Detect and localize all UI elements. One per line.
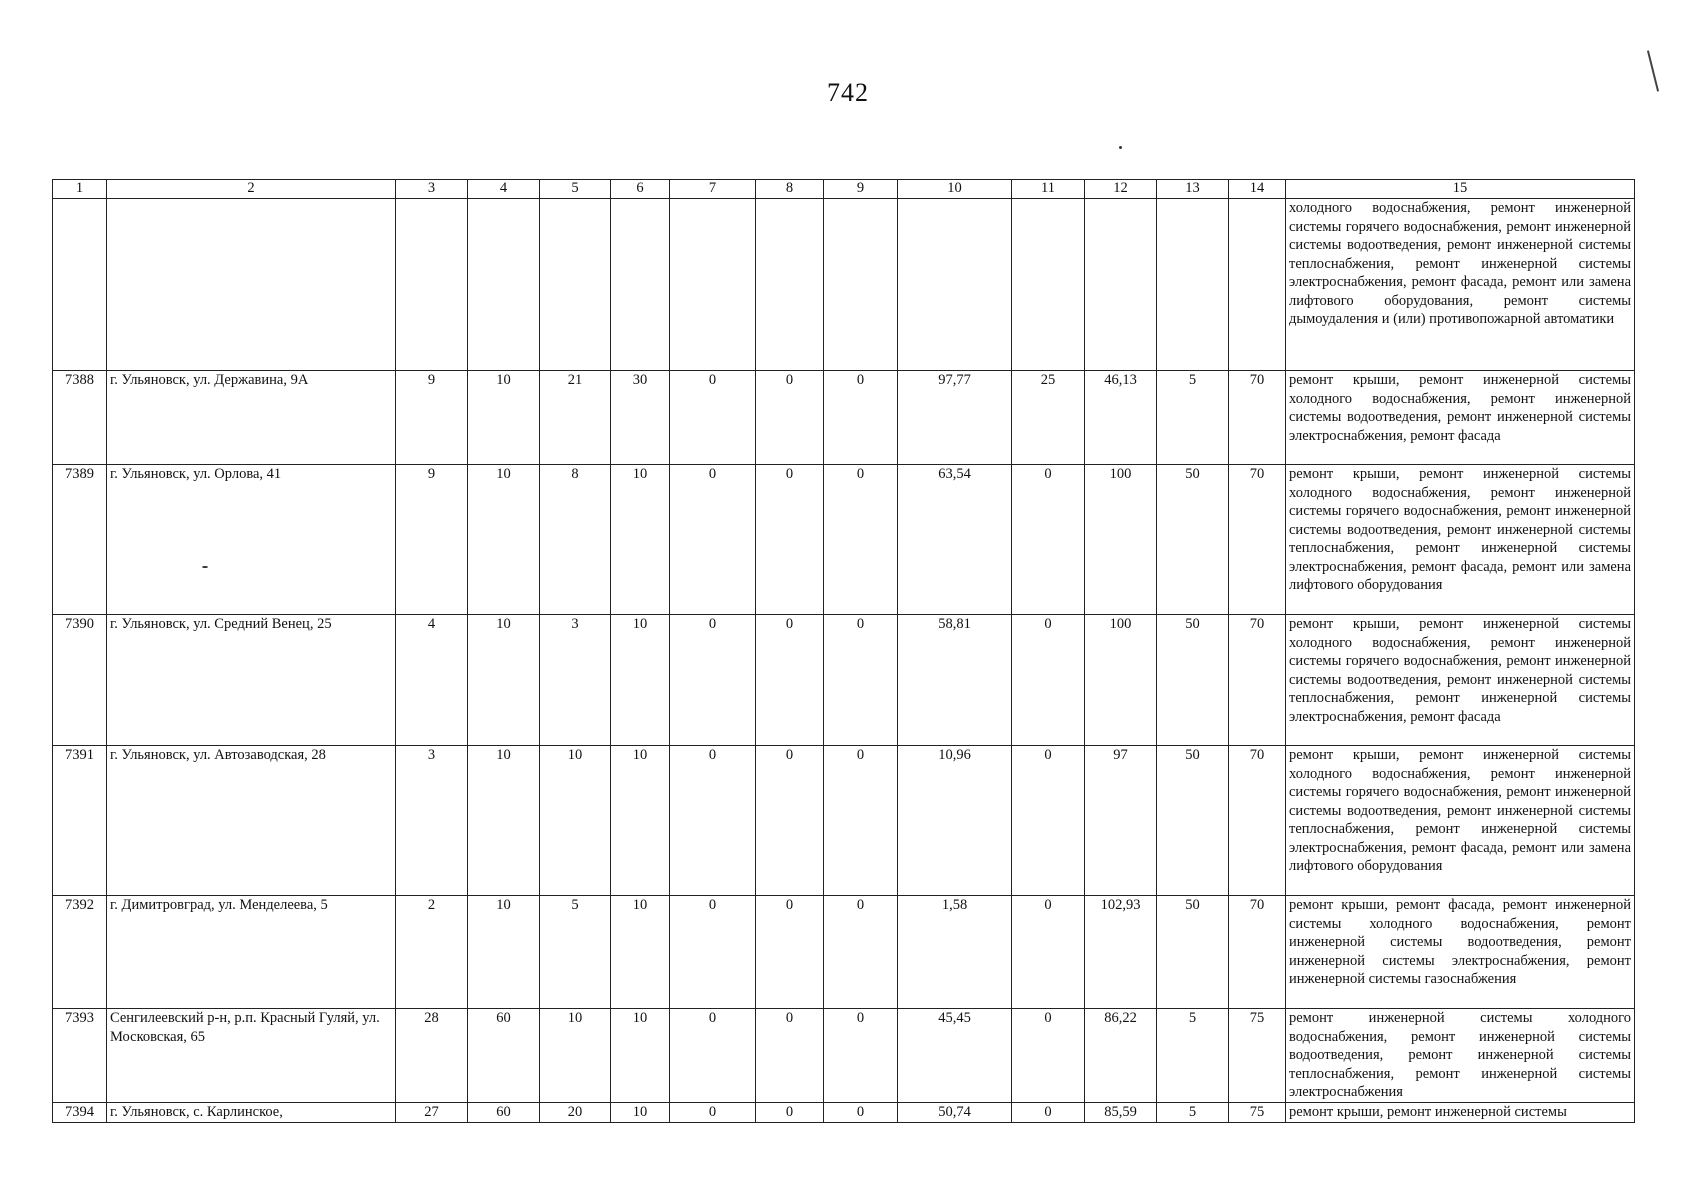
work-types-cell: ремонт крыши, ремонт инженерной системы холодного водоснабжения, ремонт инженерной системы водоотведения, ремонт инженерной системы электроснабжения, ремонт фасада (1286, 371, 1635, 465)
value-cell: 97 (1085, 746, 1157, 896)
value-cell (1229, 199, 1286, 371)
value-cell: 0 (670, 746, 756, 896)
value-cell: 70 (1229, 465, 1286, 615)
value-cell: 0 (1012, 746, 1085, 896)
value-cell: 0 (1012, 1009, 1085, 1103)
row-id-cell (53, 199, 107, 371)
column-header: 3 (396, 180, 468, 199)
value-cell (540, 199, 611, 371)
value-cell (1085, 199, 1157, 371)
value-cell: 25 (1012, 371, 1085, 465)
value-cell: 75 (1229, 1009, 1286, 1103)
value-cell: 10 (611, 896, 670, 1009)
value-cell: 46,13 (1085, 371, 1157, 465)
value-cell: 10 (540, 746, 611, 896)
column-header: 11 (1012, 180, 1085, 199)
address-cell: г. Ульяновск, ул. Орлова, 41 (107, 465, 396, 615)
value-cell: 0 (756, 1103, 824, 1123)
value-cell: 70 (1229, 896, 1286, 1009)
value-cell (396, 199, 468, 371)
column-header: 10 (898, 180, 1012, 199)
value-cell: 9 (396, 465, 468, 615)
address-cell: г. Ульяновск, ул. Средний Венец, 25 (107, 615, 396, 746)
value-cell: 20 (540, 1103, 611, 1123)
value-cell: 5 (1157, 1103, 1229, 1123)
table-row (53, 896, 1635, 1009)
column-header: 14 (1229, 180, 1286, 199)
column-number-row (53, 180, 1635, 199)
value-cell: 70 (1229, 371, 1286, 465)
value-cell: 0 (756, 746, 824, 896)
value-cell (1012, 199, 1085, 371)
table-row (53, 199, 1635, 371)
value-cell: 10 (468, 371, 540, 465)
table-row (53, 615, 1635, 746)
value-cell: 21 (540, 371, 611, 465)
column-header: 2 (107, 180, 396, 199)
address-cell (107, 199, 396, 371)
value-cell (1157, 199, 1229, 371)
value-cell: 10 (611, 1103, 670, 1123)
value-cell: 3 (540, 615, 611, 746)
value-cell: 75 (1229, 1103, 1286, 1123)
value-cell: 0 (824, 371, 898, 465)
value-cell (898, 199, 1012, 371)
column-header: 1 (53, 180, 107, 199)
value-cell: 0 (670, 896, 756, 1009)
value-cell: 50,74 (898, 1103, 1012, 1123)
column-header: 13 (1157, 180, 1229, 199)
row-id-cell: 7391 (53, 746, 107, 896)
value-cell: 5 (1157, 371, 1229, 465)
work-types-cell: ремонт крыши, ремонт инженерной системы холодного водоснабжения, ремонт инженерной системы горячего водоснабжения, ремонт инженерной системы водоотведения, ремонт инженерной системы теплоснабжения, ремонт инженерной системы электроснабжения, ремонт фасада (1286, 615, 1635, 746)
value-cell (468, 199, 540, 371)
value-cell: 50 (1157, 896, 1229, 1009)
value-cell: 0 (824, 615, 898, 746)
value-cell: 10,96 (898, 746, 1012, 896)
value-cell: 0 (1012, 615, 1085, 746)
value-cell: 5 (540, 896, 611, 1009)
table-row (53, 746, 1635, 896)
value-cell (611, 199, 670, 371)
value-cell: 10 (611, 615, 670, 746)
value-cell: 10 (611, 465, 670, 615)
row-id-cell: 7390 (53, 615, 107, 746)
value-cell: 10 (468, 465, 540, 615)
value-cell (824, 199, 898, 371)
value-cell: 8 (540, 465, 611, 615)
value-cell: 0 (824, 896, 898, 1009)
value-cell: 0 (1012, 896, 1085, 1009)
work-types-cell: ремонт крыши, ремонт инженерной системы холодного водоснабжения, ремонт инженерной системы горячего водоснабжения, ремонт инженерной системы водоотведения, ремонт инженерной системы теплоснабжения, ремонт инженерной системы электроснабжения, ремонт фасада, ремонт или замена лифтового оборудования (1286, 746, 1635, 896)
value-cell: 3 (396, 746, 468, 896)
value-cell: 86,22 (1085, 1009, 1157, 1103)
value-cell: 0 (670, 1103, 756, 1123)
value-cell: 27 (396, 1103, 468, 1123)
value-cell: 28 (396, 1009, 468, 1103)
column-header: 9 (824, 180, 898, 199)
value-cell: 100 (1085, 615, 1157, 746)
value-cell: 0 (1012, 465, 1085, 615)
value-cell: 10 (611, 746, 670, 896)
value-cell: 30 (611, 371, 670, 465)
column-header: 12 (1085, 180, 1157, 199)
value-cell: 45,45 (898, 1009, 1012, 1103)
value-cell: 50 (1157, 615, 1229, 746)
address-cell: г. Ульяновск, ул. Державина, 9А (107, 371, 396, 465)
value-cell: 70 (1229, 615, 1286, 746)
value-cell (670, 199, 756, 371)
value-cell: 58,81 (898, 615, 1012, 746)
address-cell: г. Ульяновск, с. Карлинское, (107, 1103, 396, 1123)
work-types-cell: холодного водоснабжения, ремонт инженерной системы горячего водоснабжения, ремонт инженерной системы водоотведения, ремонт инженерной системы теплоснабжения, ремонт инженерной системы электроснабжения, ремонт фасада, ремонт или замена лифтового оборудования, ремонт системы дымоудаления и (или) противопожарной автоматики (1286, 199, 1635, 371)
work-types-cell: ремонт крыши, ремонт инженерной системы (1286, 1103, 1635, 1123)
row-id-cell: 7394 (53, 1103, 107, 1123)
value-cell: 60 (468, 1009, 540, 1103)
value-cell (756, 199, 824, 371)
value-cell: 0 (756, 1009, 824, 1103)
value-cell: 0 (670, 371, 756, 465)
repair-program-table (52, 179, 1635, 1123)
value-cell: 0 (756, 465, 824, 615)
value-cell: 2 (396, 896, 468, 1009)
value-cell: 85,59 (1085, 1103, 1157, 1123)
value-cell: 9 (396, 371, 468, 465)
value-cell: 10 (468, 896, 540, 1009)
value-cell: 1,58 (898, 896, 1012, 1009)
table-row (53, 1009, 1635, 1103)
value-cell: 0 (756, 615, 824, 746)
column-header: 15 (1286, 180, 1635, 199)
page-number: 742 (827, 78, 869, 107)
value-cell: 100 (1085, 465, 1157, 615)
value-cell: 0 (824, 1103, 898, 1123)
table-row (53, 465, 1635, 615)
scan-speck (1119, 146, 1122, 149)
value-cell: 10 (468, 615, 540, 746)
value-cell: 5 (1157, 1009, 1229, 1103)
table-row (53, 371, 1635, 465)
address-cell: Сенгилеевский р-н, р.п. Красный Гуляй, ул. Московская, 65 (107, 1009, 396, 1103)
row-id-cell: 7393 (53, 1009, 107, 1103)
value-cell: 0 (824, 1009, 898, 1103)
value-cell: 10 (611, 1009, 670, 1103)
value-cell: 10 (468, 746, 540, 896)
column-header: 8 (756, 180, 824, 199)
value-cell: 0 (1012, 1103, 1085, 1123)
work-types-cell: ремонт крыши, ремонт фасада, ремонт инженерной системы холодного водоснабжения, ремонт инженерной системы водоотведения, ремонт инженерной системы электроснабжения, ремонт инженерной системы газоснабжения (1286, 896, 1635, 1009)
row-id-cell: 7388 (53, 371, 107, 465)
value-cell: 4 (396, 615, 468, 746)
value-cell: 0 (756, 371, 824, 465)
work-types-cell: ремонт инженерной системы холодного водоснабжения, ремонт инженерной системы водоотведения, ремонт инженерной системы теплоснабжения, ремонт инженерной системы электроснабжения (1286, 1009, 1635, 1103)
column-header: 5 (540, 180, 611, 199)
value-cell: 97,77 (898, 371, 1012, 465)
column-header: 6 (611, 180, 670, 199)
address-cell: г. Димитровград, ул. Менделеева, 5 (107, 896, 396, 1009)
row-id-cell: 7389 (53, 465, 107, 615)
value-cell: 0 (670, 465, 756, 615)
value-cell: 63,54 (898, 465, 1012, 615)
value-cell: 0 (824, 465, 898, 615)
value-cell: 102,93 (1085, 896, 1157, 1009)
value-cell: 60 (468, 1103, 540, 1123)
value-cell: 70 (1229, 746, 1286, 896)
column-header: 4 (468, 180, 540, 199)
value-cell: 0 (670, 1009, 756, 1103)
table-row (53, 1103, 1635, 1123)
value-cell: 0 (756, 896, 824, 1009)
value-cell: 50 (1157, 465, 1229, 615)
address-cell: г. Ульяновск, ул. Автозаводская, 28 (107, 746, 396, 896)
value-cell: 0 (824, 746, 898, 896)
column-header: 7 (670, 180, 756, 199)
value-cell: 0 (670, 615, 756, 746)
value-cell: 50 (1157, 746, 1229, 896)
row-id-cell: 7392 (53, 896, 107, 1009)
work-types-cell: ремонт крыши, ремонт инженерной системы холодного водоснабжения, ремонт инженерной системы горячего водоснабжения, ремонт инженерной системы водоотведения, ремонт инженерной системы теплоснабжения, ремонт инженерной системы электроснабжения, ремонт фасада, ремонт или замена лифтового оборудования (1286, 465, 1635, 615)
value-cell: 10 (540, 1009, 611, 1103)
